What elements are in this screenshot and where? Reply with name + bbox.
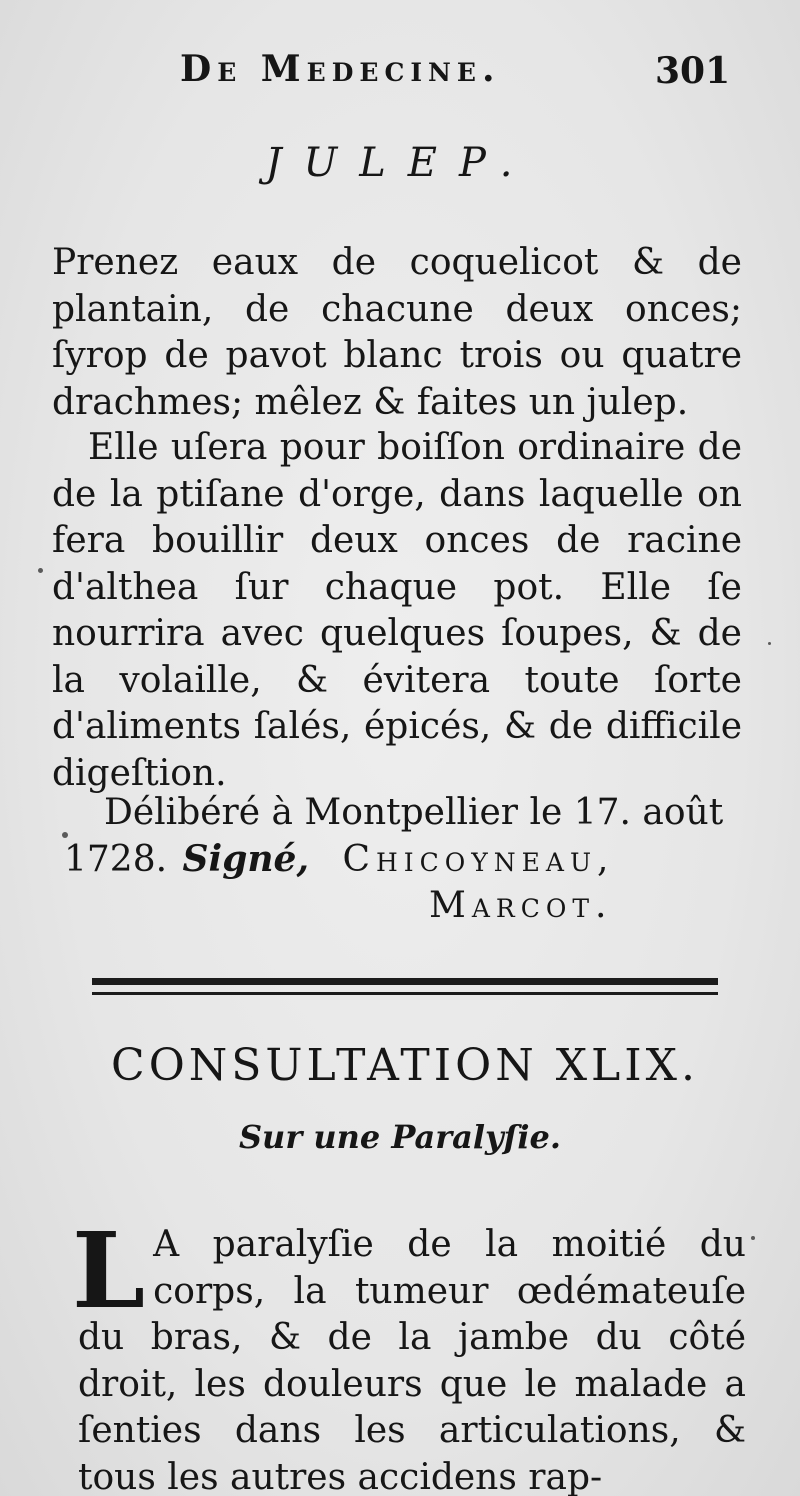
signature-block — [64, 790, 744, 929]
signatory-marcot: Marcot. — [429, 885, 613, 926]
signature-date-line: Délibéré à Montpellier le 17. août — [104, 792, 724, 833]
signature-year-line — [64, 836, 744, 883]
paragraph-text: Prenez eaux de coquelicot & de plantain, de chacune deux onces; ſyrop de pavot blanc trois ou quatre drachmes; mêlez & faites un julep. — [52, 242, 742, 423]
consultation-text: A paralyſie de la moitié du corps, la tumeur œdémateuſe du bras, & de la jambe du côté droit, les douleurs que le malade a ſenties dans les articulations, & tous les autres accidens rap- — [78, 1224, 746, 1496]
ink-speck — [751, 1236, 755, 1240]
signature-signe: Signé, — [182, 838, 309, 880]
paragraph-prescription — [52, 240, 742, 426]
running-head: De Medecine. — [180, 48, 501, 90]
section-title: JULEP. — [265, 140, 535, 186]
paragraph-regimen — [52, 425, 742, 797]
divider-rule-thick — [92, 978, 718, 985]
consultation-subtitle: Sur une Paralyſie. — [238, 1118, 562, 1156]
ink-speck — [38, 568, 43, 573]
page-header — [0, 48, 800, 98]
divider-rule-thin — [92, 992, 718, 995]
paragraph-text: Elle uſera pour boiſſon ordinaire de de la ptiſane d'orge, dans laquelle on fera bouillir deux onces de racine d'althea ſur chaque pot. Elle ſe nourrira avec quelques ſoupes, & de la volaille, & évitera toute ſorte d'aliments ſalés, épicés, & de difficile digeſtion. — [52, 427, 742, 794]
page-number: 301 — [655, 50, 731, 92]
ink-speck — [768, 642, 771, 645]
consultation-body — [72, 1209, 746, 1496]
signatory-chicoyneau: Chicoyneau, — [342, 839, 615, 880]
signature-year: 1728. — [64, 839, 168, 880]
drop-cap: L — [72, 1209, 146, 1332]
ink-speck — [62, 832, 68, 838]
consultation-title: CONSULTATION XLIX. — [111, 1040, 699, 1091]
